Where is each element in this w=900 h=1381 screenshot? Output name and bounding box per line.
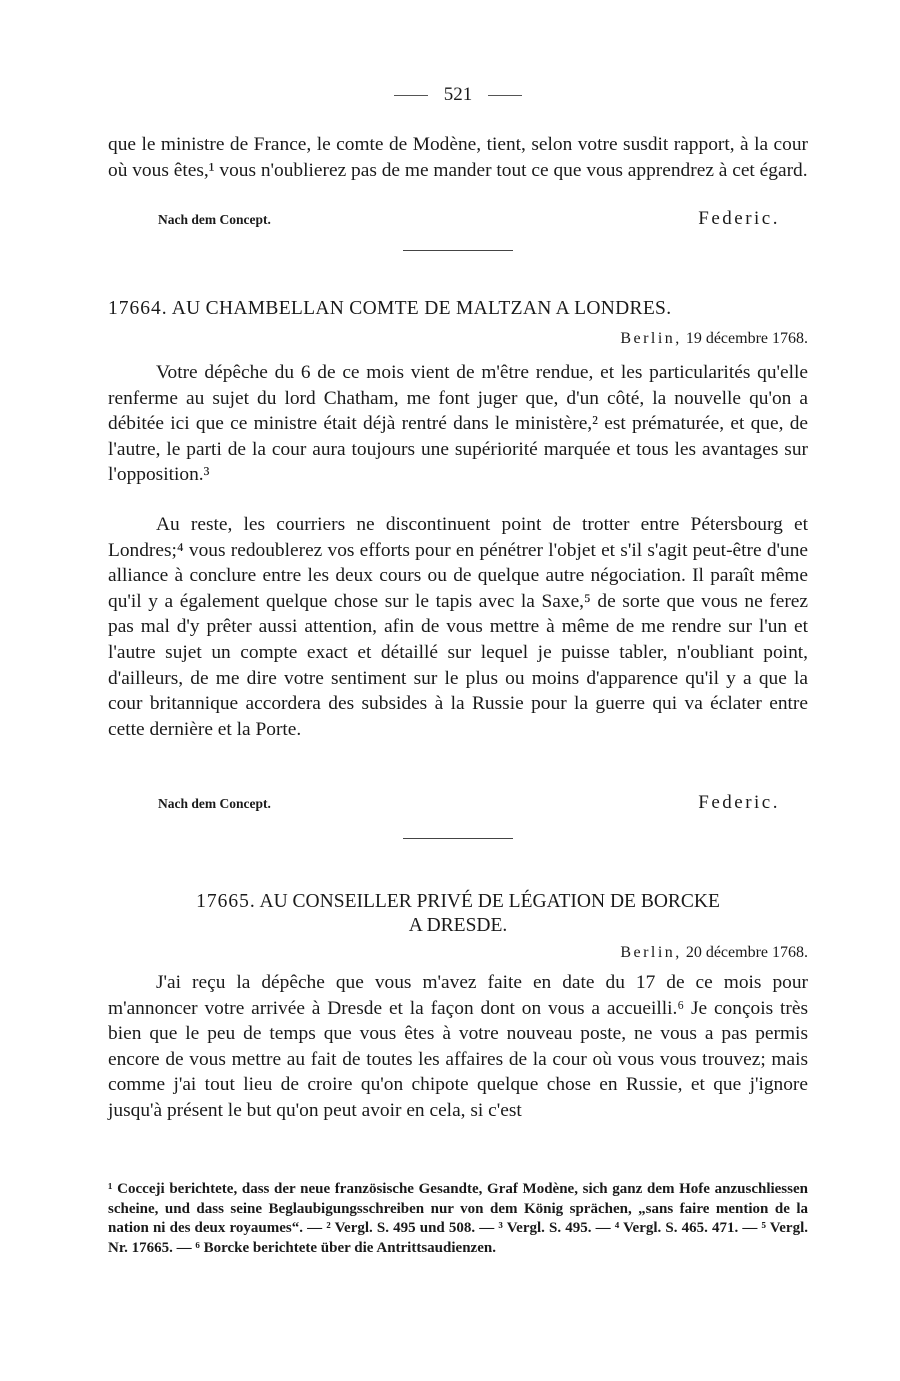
source-note: Nach dem Concept.	[158, 212, 271, 227]
letter-paragraph: J'ai reçu la dépêche que vous m'avez faite en date du 17 de ce mois pour m'annoncer votre arrivée à Dresde et la façon dont on vous a accueilli.⁶ Je conçois très bien que le peu de temps que vous êtes à votre nouveau poste, ne vous a pas permis encore de vous mettre au fait de toutes les affaires de la cour où vous vous trouvez; mais comme j'ai tout lieu de croire qu'on chipote quelque chose en Russie, et que j'ignore jusqu'à présent le but qu'on peut avoir en cela, si c'est	[108, 972, 808, 1121]
letter-paragraph: Votre dépêche du 6 de ce mois vient de m'être rendue, et les particularités qu'elle renferme au sujet du lord Chatham, me font juger que, d'un côté, la nouvelle qu'on a débitée ici que ce ministre était déjà rentré dans le ministère,² est prématurée, et que, de l'autre, le parti de la cour aura toujours une supériorité marquée et tous les avantages sur l'opposition.³	[108, 362, 808, 486]
letter-date: 19 décembre 1768.	[685, 330, 808, 347]
signature: Federic.	[698, 792, 780, 813]
footnotes: ¹ Cocceji berichtete, dass der neue französische Gesandte, Graf Modène, sich ganz dem Hofe anzuschliessen scheine, und dass seine Beglaubigungsschreiben nur von dem König sprächen, „sans faire mention de la nation ni des deux royaumes“. — ² Vergl. S. 495 und 508. — ³ Vergl. S. 495. — ⁴ Vergl. S. 465. 471. — ⁵ Vergl. Nr. 17665. — ⁶ Borcke berichtete über die Antrittsaudienzen.	[108, 1181, 808, 1256]
place-city: Berlin,	[620, 330, 682, 347]
letter-paragraph: Au reste, les courriers ne discontinuent point de trotter entre Pétersbourg et Londres;⁴ vous redoublerez vos efforts pour en pénétrer l'objet et s'il s'agit peut-être d'une alliance à conclure entre les deux cours ou de quelque autre négociation. Il paraît même qu'il y a également quelque chose sur le tapis avec la Saxe,⁵ de sorte que vous ne ferez pas mal d'y prêter aussi attention, afin de vous mettre à même de me rendre sur l'un et l'autre sujet un compte exact et détaillé sur lequel je puisse tabler, n'oubliant point, d'ailleurs, de me dire votre sentiment sur le plus ou moins d'apparence qu'il y a que la cour britannique accordera des subsides à la Russie pour la guerre qui va éclater entre cette dernière et la Porte.	[108, 514, 808, 740]
header-dash-left	[394, 95, 428, 96]
letter-number: 17665.	[196, 891, 256, 912]
letter-title: AU CONSEILLER PRIVÉ DE LÉGATION DE BORCKE	[259, 891, 720, 912]
section-divider	[108, 838, 808, 839]
letter-number: 17664.	[108, 298, 168, 319]
source-note: Nach dem Concept.	[158, 796, 271, 811]
place-city: Berlin,	[620, 944, 682, 961]
signature: Federic.	[698, 208, 780, 229]
header-dash-right	[488, 95, 522, 96]
letter-heading	[108, 890, 808, 938]
signature-line-2	[108, 792, 808, 814]
letter-heading	[108, 298, 808, 320]
section-divider	[108, 250, 808, 251]
letter-title-line2: A DRESDE.	[408, 915, 508, 936]
page-header	[108, 84, 808, 106]
page-number: 521	[443, 84, 473, 105]
letter-title: AU CHAMBELLAN COMTE DE MALTZAN A LONDRES.	[171, 298, 672, 319]
signature-line-1	[108, 208, 808, 230]
place-date	[108, 944, 838, 962]
continued-text: que le ministre de France, le comte de Modène, tient, selon votre susdit rapport, à la cour où vous êtes,¹ vous n'oublierez pas de me mander tout ce que vous apprendrez à cet égard.	[108, 134, 808, 181]
place-date	[108, 330, 834, 348]
letter-date: 20 décembre 1768.	[685, 944, 808, 961]
